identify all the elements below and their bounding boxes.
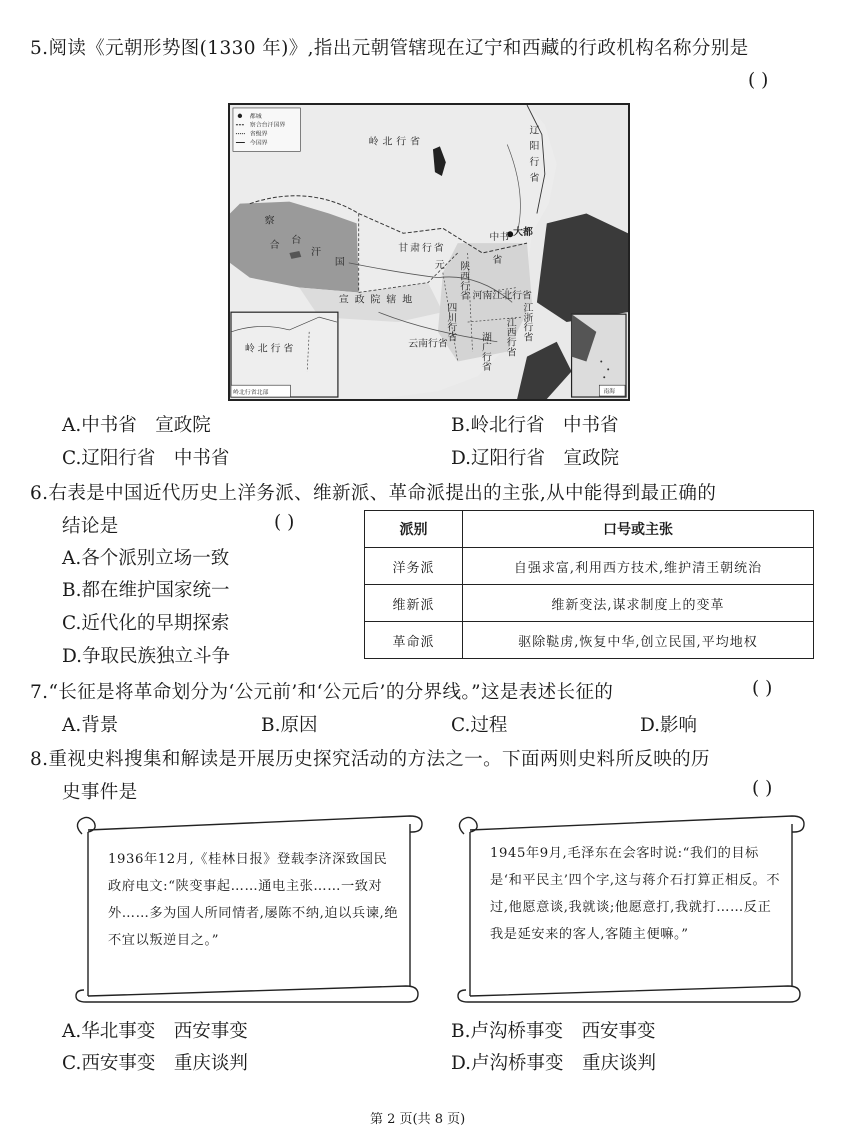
map-label-yunnan: 云南行省 [408,338,448,350]
q5-stem: 5.阅读《元朝形势图(1330 年)》,指出元朝管辖现在辽宁和西藏的行政机构名称分别是 [30,38,749,59]
q5-option-b[interactable]: B.岭北行省 中书省 [451,415,619,436]
q7-option-d[interactable]: D.影响 [640,715,698,736]
q7-answer-paren: ( ) [752,678,773,699]
q8-stem-line1: 8.重视史料搜集和解读是开展历史探究活动的方法之一。下面两则史料所反映的历 [30,749,710,770]
map-label-gansu: 甘肃行省 [398,243,446,255]
map-label-huguang: 湖广行省 [479,331,491,372]
map-inset-lingbei: 岭北行省 [244,343,297,355]
q6-option-b[interactable]: B.都在维护国家统一 [62,580,230,601]
q6-option-c[interactable]: C.近代化的早期探索 [62,613,230,634]
q6-stem-line1: 6.右表是中国近代历史上洋务派、维新派、革命派提出的主张,从中能得到最正确的 [30,483,717,504]
table-row [365,585,814,622]
map-label-liaoyang: 辽阳行省 [527,124,539,188]
map-label-chagatai-1: 察 [264,215,275,227]
page-footer: 第 2 页(共 8 页) [370,1112,466,1127]
map-label-zhongshu-1: 中书 [489,232,510,244]
source-1-text: 1936年12月,《桂林日报》登载李济深致国民政府电文:“陕变事起……通电主张……一致对外……多为国人所同情者,屡陈不纳,迫以兵谏,绝不宜以叛逆目之。” [108,852,399,948]
table-cell-faction: 洋务派 [365,548,463,585]
map-label-henan: 河南江北行省 [472,290,532,302]
q8-option-d[interactable]: D.卢沟桥事变 重庆谈判 [451,1053,657,1074]
q7-option-b[interactable]: B.原因 [261,715,318,736]
map-inset-caption: 岭北行省北部 [232,390,269,397]
source-scroll-1 [70,810,432,1010]
q6-option-d[interactable]: D.争取民族独立斗争 [62,646,231,667]
table-cell-slogan: 自强求富,利用西方技术,维护清王朝统治 [463,548,814,585]
q6-answer-paren: ( ) [274,512,295,533]
map-label-yuan: 元 [434,259,445,271]
table-cell-slogan: 驱除鞑虏,恢复中华,创立民国,平均地权 [463,622,814,659]
map-inset-nanhai: 南海 [603,389,616,396]
map-label-chagatai-3: 台 [291,235,302,247]
q6-option-a[interactable]: A.各个派别立场一致 [62,548,230,569]
map-label-zhongshu-2: 省 [492,254,503,266]
map-label-dadu: 大都 [513,227,533,239]
map-label-sichuan: 四川行省 [445,302,457,342]
table-header-row [365,511,814,548]
map-legend-capital: 都城 [249,113,262,120]
table-header-slogan: 口号或主张 [463,511,814,548]
map-label-chagatai-5: 国 [334,256,345,268]
map-label-lingbei: 岭北行省 [368,136,425,148]
map-legend-modern-border: 今国界 [249,140,268,147]
table-header-faction: 派别 [365,511,463,548]
q8-answer-paren: ( ) [752,778,773,799]
q5-answer-paren: ( ) [748,70,769,91]
q8-option-b[interactable]: B.卢沟桥事变 西安事变 [451,1021,656,1042]
q7-stem: 7.“长征是将革命划分为‘公元前’和‘公元后’的分界线。”这是表述长征的 [30,682,614,703]
q5-option-a[interactable]: A.中书省 宣政院 [62,415,211,436]
map-label-shaanxi: 陕西行省 [458,260,470,301]
map-legend-province-border: 省级界 [249,131,268,138]
map-legend-khanate-border: 察合台汗国界 [249,122,286,129]
q6-stem-line2: 结论是 [62,516,119,537]
table-row [365,622,814,659]
source-2-text: 1945年9月,毛泽东在会客时说:“我们的目标是‘和平民主’四个字,这与蒋介石打算正相反。不过,他愿意谈,我就谈;他愿意打,我就打……反正我是延安来的客人,客随主便嘛。” [490,846,781,942]
q8-option-a[interactable]: A.华北事变 西安事变 [62,1021,248,1042]
map-label-jiangxi: 江西行省 [504,317,516,357]
table-cell-slogan: 维新变法,谋求制度上的变革 [463,585,814,622]
q5-option-d[interactable]: D.辽阳行省 宣政院 [451,448,620,469]
q6-table [364,510,814,659]
q7-option-a[interactable]: A.背景 [62,715,119,736]
q8-stem-line2: 史事件是 [62,782,138,803]
q5-option-c[interactable]: C.辽阳行省 中书省 [62,448,230,469]
source-scroll-2 [452,810,814,1010]
yuan-dynasty-map [228,103,630,401]
q8-option-c[interactable]: C.西安事变 重庆谈判 [62,1053,248,1074]
table-cell-faction: 维新派 [365,585,463,622]
map-label-jiangzhe: 江浙行省 [521,302,533,342]
table-row [365,548,814,585]
map-label-chagatai-4: 汗 [311,246,322,258]
map-label-xuanzheng: 宣政院辖地 [338,294,419,306]
map-label-chagatai-2: 合 [269,240,280,252]
table-cell-faction: 革命派 [365,622,463,659]
q7-option-c[interactable]: C.过程 [451,715,508,736]
